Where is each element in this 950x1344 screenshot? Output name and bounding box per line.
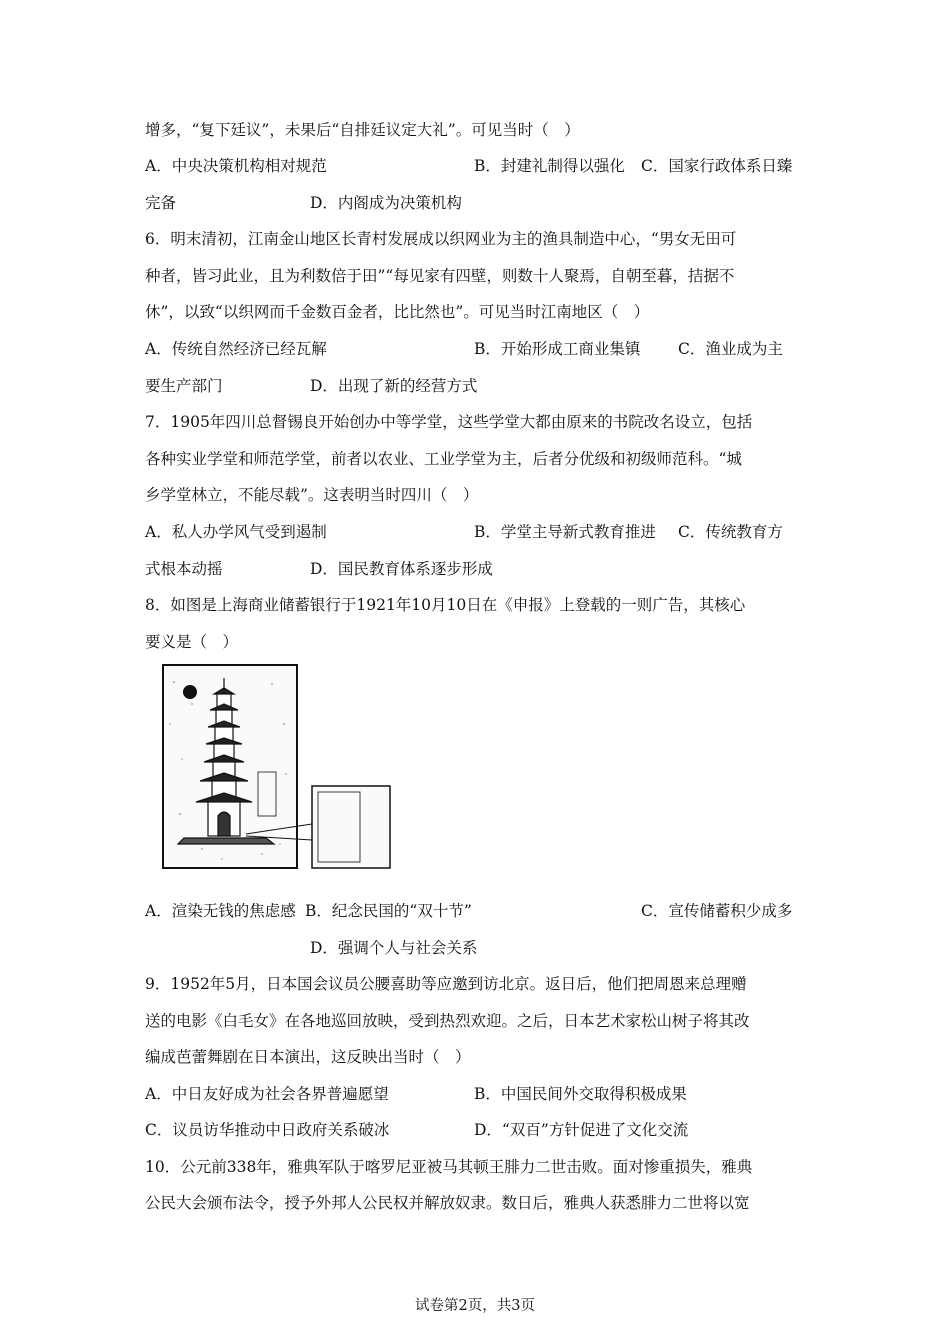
q5-option-c-cont: 完备 <box>145 194 177 212</box>
q6-stem-line-1: 6．明末清初，江南金山地区长青村发展成以织网业为主的渔具制造中心，“男女无田可 <box>145 230 737 248</box>
q8-stem-line-1: 8．如图是上海商业储蓄银行于1921年10月10日在《申报》上登载的一则广告，其核心 <box>145 596 746 614</box>
q7-option-a: A．私人办学风气受到遏制 <box>145 523 327 541</box>
q10-stem-line-1: 10．公元前338年，雅典军队于喀罗尼亚被马其顿王腓力二世击败。面对惨重损失，雅典 <box>145 1158 753 1176</box>
q9-option-b: B．中国民间外交取得积极成果 <box>474 1085 687 1103</box>
q8-option-c: C．宣传储蓄积少成多 <box>641 902 793 920</box>
q5-option-d: D．内阁成为决策机构 <box>310 194 462 212</box>
q9-stem-line-3: 编成芭蕾舞剧在日本演出，这反映出当时（ ） <box>145 1048 471 1066</box>
ad-inset-panel <box>312 786 390 868</box>
q9-option-a: A．中日友好成为社会各界普遍愿望 <box>145 1085 389 1103</box>
q8-option-a: A．渲染无钱的焦虑感 <box>145 902 296 920</box>
page-footer: 试卷第2页，共3页 <box>415 1298 535 1314</box>
bank-advertisement-image <box>162 664 392 870</box>
q7-option-d: D．国民教育体系逐步形成 <box>310 560 493 578</box>
q8-stem-line-2: 要义是（ ） <box>145 633 239 651</box>
q7-option-b: B．学堂主导新式教育推进 <box>474 523 656 541</box>
q5-option-b: B．封建礼制得以强化 <box>474 157 625 175</box>
q9-option-d: D．“双百”方针促进了文化交流 <box>474 1121 689 1139</box>
q7-stem-line-2: 各种实业学堂和师范学堂，前者以农业、工业学堂为主，后者分优级和初级师范科。“城 <box>145 450 742 468</box>
q7-stem-line-3: 乡学堂林立，不能尽载”。这表明当时四川（ ） <box>145 486 479 504</box>
q7-option-c: C．传统教育方 <box>678 523 783 541</box>
q5-option-a: A．中央决策机构相对规范 <box>145 157 327 175</box>
q5-stem-tail: 增多，“复下廷议”，未果后“自排廷议定大礼”。可见当时（ ） <box>145 121 580 139</box>
q6-option-a: A．传统自然经济已经瓦解 <box>145 340 327 358</box>
q6-option-c: C．渔业成为主 <box>678 340 783 358</box>
q5-option-c: C．国家行政体系日臻 <box>641 157 793 175</box>
q10-stem-line-2: 公民大会颁布法令，授予外邦人公民权并解放奴隶。数日后，雅典人获悉腓力二世将以宽 <box>145 1194 750 1212</box>
q7-stem-line-1: 7．1905年四川总督锡良开始创办中等学堂，这些学堂大都由原来的书院改名设立，包括 <box>145 413 753 431</box>
q9-option-c: C．议员访华推动中日政府关系破冰 <box>145 1121 390 1139</box>
q9-stem-line-1: 9．1952年5月，日本国会议员公腰喜助等应邀到访北京。返日后，他们把周恩来总理赠 <box>145 975 747 993</box>
q6-stem-line-2: 种者，皆习此业，且为利数倍于田”“每见家有四壁，则数十人聚焉，自朝至暮，拮据不 <box>145 267 735 285</box>
q6-option-d: D．出现了新的经营方式 <box>310 377 478 395</box>
q8-option-d: D．强调个人与社会关系 <box>310 939 478 957</box>
q6-option-b: B．开始形成工商业集镇 <box>474 340 641 358</box>
q7-option-c-cont: 式根本动摇 <box>145 560 223 578</box>
q6-option-c-cont: 要生产部门 <box>145 377 223 395</box>
moon-icon <box>183 685 197 699</box>
q8-option-b: B．纪念民国的“双十节” <box>305 902 472 920</box>
q9-stem-line-2: 送的电影《白毛女》在各地巡回放映，受到热烈欢迎。之后，日本艺术家松山树子将其改 <box>145 1012 750 1030</box>
q6-stem-line-3: 休”，以致“以织网而千金数百金者，比比然也”。可见当时江南地区（ ） <box>145 303 650 321</box>
